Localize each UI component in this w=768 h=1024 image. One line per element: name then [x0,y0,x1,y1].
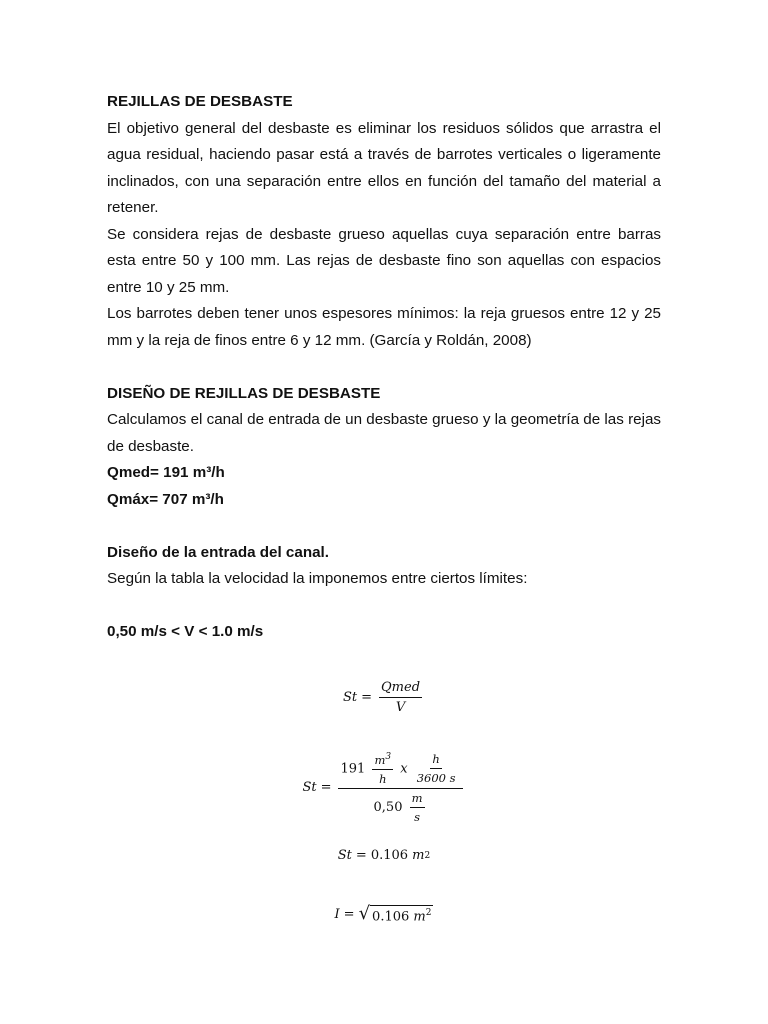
paragraph-barrotes: Los barrotes deben tener unos espesores mínimos: la reja gruesos entre 12 y 25 mm y la reja de finos entre 6 y 12 mm. (García y Roldán, 2008) [107,305,661,349]
eq2-velocity-value: 0,50 [373,799,403,815]
eq2-flow-unit-num [372,752,393,770]
sqrt-expression [359,905,434,924]
eq4-radicand [370,905,433,924]
eq3-unit: m [412,848,425,863]
eq2-flow-unit-den: h [379,771,387,786]
equation-st-substitution [0,752,768,824]
eq2-numerator [338,752,462,789]
eq4-squared: 2 [425,908,432,918]
paragraph-objetivo: El objetivo general del desbaste es eliminar los residuos sólidos que arrastra el agua residual, haciendo pasar está a través de barrotes verticales o ligeramente inclinados, con una separación entre ellos en función del tamaño del material a retener. [107,119,661,216]
eq2-denominator [372,789,430,824]
qmax-value: Qmáx= 707 m³/h [107,490,224,508]
velocity-limits: 0,50 m/s < V < 1.0 m/s [107,623,264,640]
eq4-equals: = [343,907,355,923]
section-title-entrada-canal: Diseño de la entrada del canal. [107,543,329,561]
eq2-conversion-num: h [430,752,441,769]
eq2-times: x [400,761,408,777]
section-title-diseno: DISEÑO DE REJILLAS DE DESBASTE [107,384,381,402]
qmed-value: Qmed= 191 m³/h [107,464,225,481]
eq2-flow-unit [372,752,393,786]
radical-icon: √ [358,903,371,924]
eq1-equals: = [361,690,373,705]
document-body [107,89,661,646]
eq1-numerator: Qmed [379,680,422,698]
eq3-equals: = [355,848,367,863]
eq2-conversion-den: 3600 s [416,771,456,786]
eq2-main-fraction [338,752,462,824]
eq2-cubed: 3 [385,752,392,762]
eq4-value: 0.106 [372,909,410,925]
eq2-velocity-unit-den: s [414,809,421,824]
eq1-lhs: St [342,690,358,705]
spacer [107,354,661,381]
section-title-rejillas: REJILLAS DE DESBASTE [107,93,293,110]
eq4-lhs: I [334,907,340,923]
eq2-m: m [374,752,386,767]
eq2-velocity-unit [410,791,425,824]
paragraph-velocidad: Según la tabla la velocidad la imponemos entre ciertos límites: [107,570,528,587]
eq2-equals: = [320,780,332,796]
eq3-lhs: St [337,848,352,863]
eq2-lhs: St [302,780,317,796]
spacer [107,513,661,540]
eq2-velocity-unit-num: m [410,791,425,808]
eq1-denominator: V [395,700,406,715]
paragraph-calculamos: Calculamos el canal de entrada de un desbaste grueso y la geometría de las rejas de desbaste. [107,411,661,455]
eq3-squared: 2 [424,850,431,861]
eq2-flow-value: 191 [340,761,366,777]
eq4-unit: m [413,909,426,925]
paragraph-desbaste-grueso: Se considera rejas de desbaste grueso aquellas cuya separación entre barras esta entre 50 y 100 mm. Las rejas de desbaste fino son aquellas con espacios entre 10 y 25 mm. [107,225,661,296]
eq2-conversion [415,752,458,785]
eq1-fraction [379,680,422,715]
equation-st-result [0,848,768,863]
equation-i-sqrt [0,905,768,924]
spacer [107,593,661,620]
equation-st-formula [0,680,768,715]
eq3-value: 0.106 [370,848,409,863]
